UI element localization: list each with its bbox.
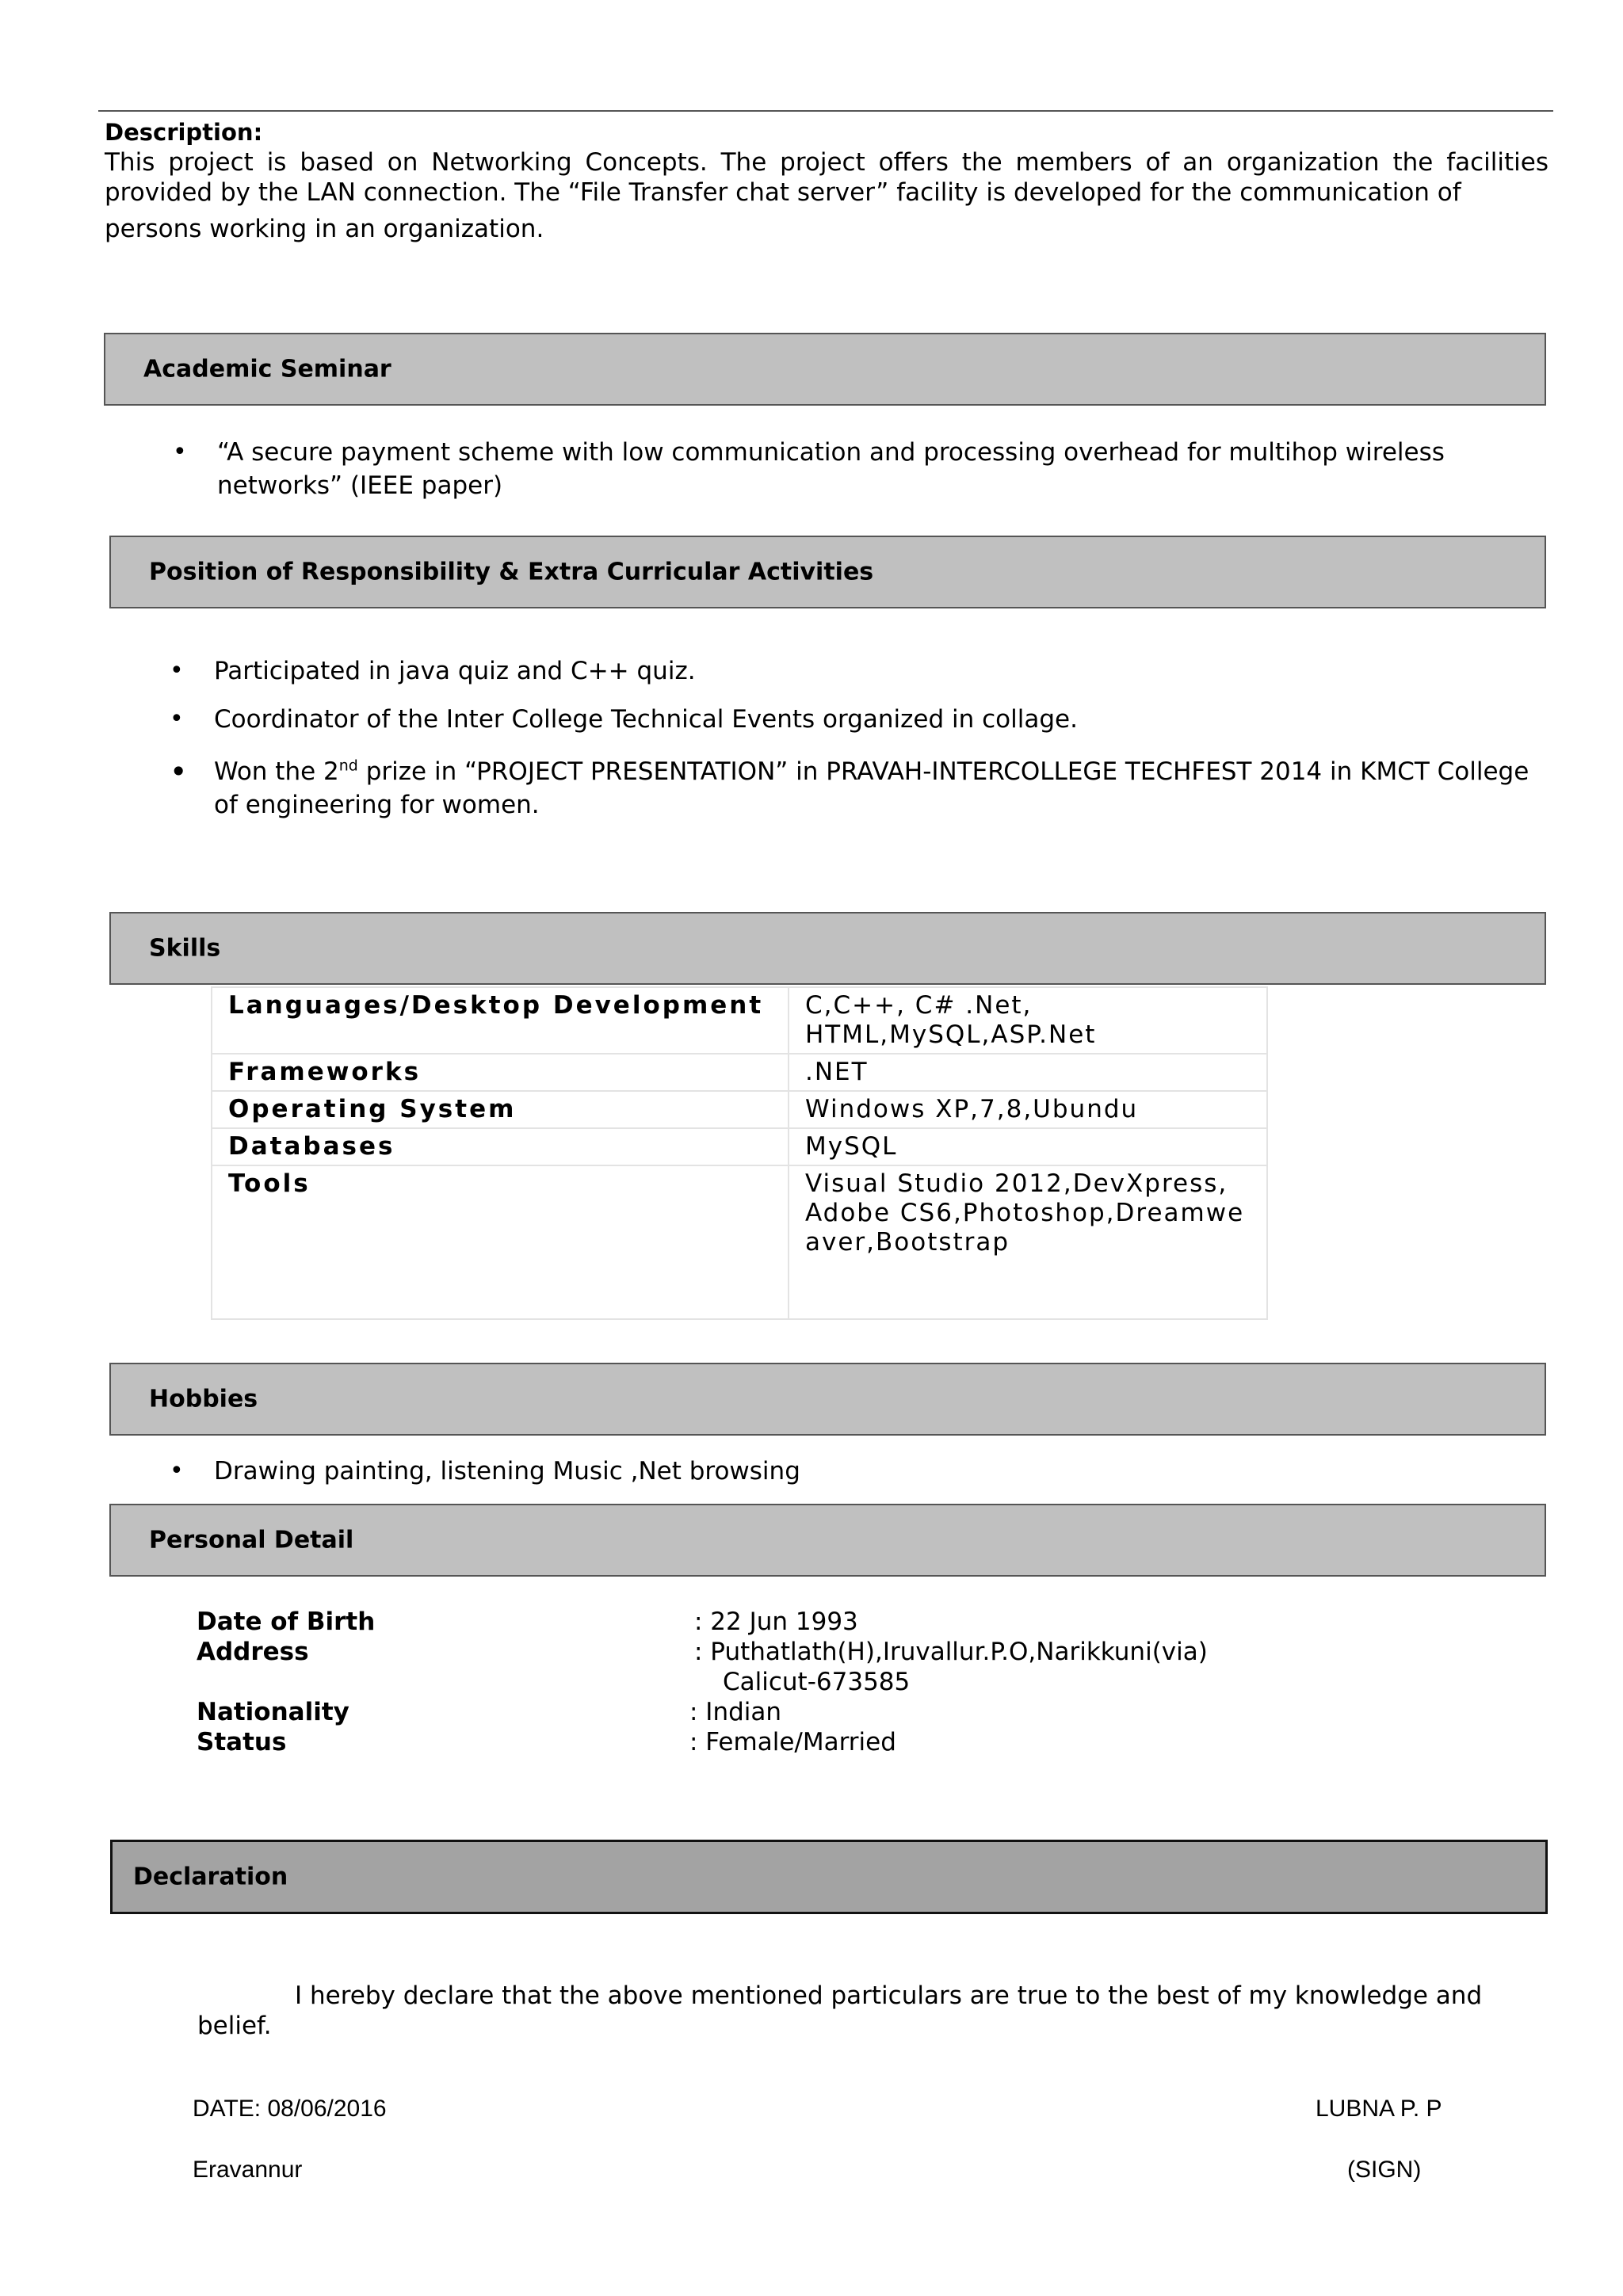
signatory-name: LUBNA P. P: [1316, 2096, 1442, 2122]
section-header-responsibility: [109, 536, 1546, 608]
address-label: Address: [197, 1638, 309, 1666]
sign-label: (SIGN): [1347, 2157, 1422, 2183]
list-item: [170, 754, 1545, 822]
declaration-text-end: belief.: [197, 2012, 272, 2040]
bullet-icon: •: [170, 1457, 184, 1485]
declaration-text: I hereby declare that the above mentioned particulars are true to the best of my knowledge and: [295, 1981, 1483, 2010]
skill-value: MySQL: [789, 1128, 1267, 1165]
skill-value: Visual Studio 2012,DevXpress, Adobe CS6,Photoshop,Dreamweaver,Bootstrap: [789, 1165, 1267, 1319]
description-text-end: persons working in an organization.: [105, 215, 544, 243]
prize-sup: nd: [338, 757, 358, 775]
section-title: Skills: [149, 934, 221, 963]
section-header-academic-seminar: [104, 333, 1546, 406]
skill-value: Windows XP,7,8,Ubundu: [789, 1091, 1267, 1128]
date-text: DATE: 08/06/2016: [193, 2096, 387, 2122]
section-title: Academic Seminar: [143, 355, 391, 383]
skill-key: Tools: [212, 1165, 789, 1319]
responsibility-list: [170, 654, 1545, 822]
skill-key: Operating System: [212, 1091, 789, 1128]
section-header-personal-detail: [109, 1504, 1546, 1577]
section-title: Position of Responsibility & Extra Curricular Activities: [149, 558, 874, 586]
description-heading: Description:: [105, 119, 263, 146]
skill-value: .NET: [789, 1054, 1267, 1091]
section-title: Hobbies: [149, 1385, 258, 1413]
list-item: • Coordinator of the Inter College Technical Events organized in collage.: [214, 703, 1545, 736]
skill-key: Databases: [212, 1128, 789, 1165]
bullet-icon: •: [170, 705, 184, 733]
table-row: [212, 1054, 1267, 1091]
table-row: [212, 987, 1267, 1054]
status-value: : Female/Married: [689, 1728, 896, 1756]
dob-label: Date of Birth: [197, 1608, 376, 1636]
nationality-label: Nationality: [197, 1698, 349, 1726]
status-label: Status: [197, 1728, 287, 1756]
hobbies-list: [170, 1455, 1529, 1488]
list-item: • Drawing painting, listening Music ,Net browsing: [214, 1455, 1529, 1488]
section-title: Declaration: [133, 1863, 288, 1891]
nationality-value: : Indian: [689, 1698, 782, 1726]
skill-key: Frameworks: [212, 1054, 789, 1091]
table-row: [212, 1091, 1267, 1128]
dob-value: : 22 Jun 1993: [694, 1608, 858, 1636]
place-text: Eravannur: [193, 2157, 303, 2183]
description-text: This project is based on Networking Concepts. The project offers the members of an organization the facilities provided by the LAN connection. The “File Transfer chat server” facility is developed for the communication of: [105, 148, 1549, 207]
seminar-list: [173, 436, 1533, 502]
bullet-icon: •: [173, 438, 187, 466]
skill-value: C,C++, C# .Net, HTML,MySQL,ASP.Net: [789, 987, 1267, 1054]
section-header-skills: [109, 912, 1546, 985]
address-line2: Calicut-673585: [723, 1668, 911, 1696]
section-header-declaration: [110, 1840, 1548, 1914]
table-row: [212, 1165, 1267, 1319]
section-header-hobbies: [109, 1363, 1546, 1436]
table-row: [212, 1128, 1267, 1165]
section-title: Personal Detail: [149, 1526, 354, 1554]
skill-key: Languages/Desktop Development: [212, 987, 789, 1054]
bullet-icon: •: [170, 657, 184, 685]
list-item: • “A secure payment scheme with low communication and processing overhead for multihop wireless networks” (IEEE paper): [217, 436, 1533, 502]
address-value: : Puthatlath(H),Iruvallur.P.O,Narikkuni(via): [694, 1638, 1208, 1666]
prize-pre: Won the 2: [214, 757, 339, 786]
top-divider: [98, 110, 1553, 112]
prize-post: prize in “PROJECT PRESENTATION” in PRAVAH-INTERCOLLEGE TECHFEST 2014 in KMCT College of engineering for women.: [214, 757, 1529, 819]
skills-table: [211, 986, 1268, 1320]
bullet-icon: •: [170, 754, 188, 789]
list-item: • Participated in java quiz and C++ quiz.: [214, 654, 1545, 688]
description-body: [105, 147, 1549, 244]
